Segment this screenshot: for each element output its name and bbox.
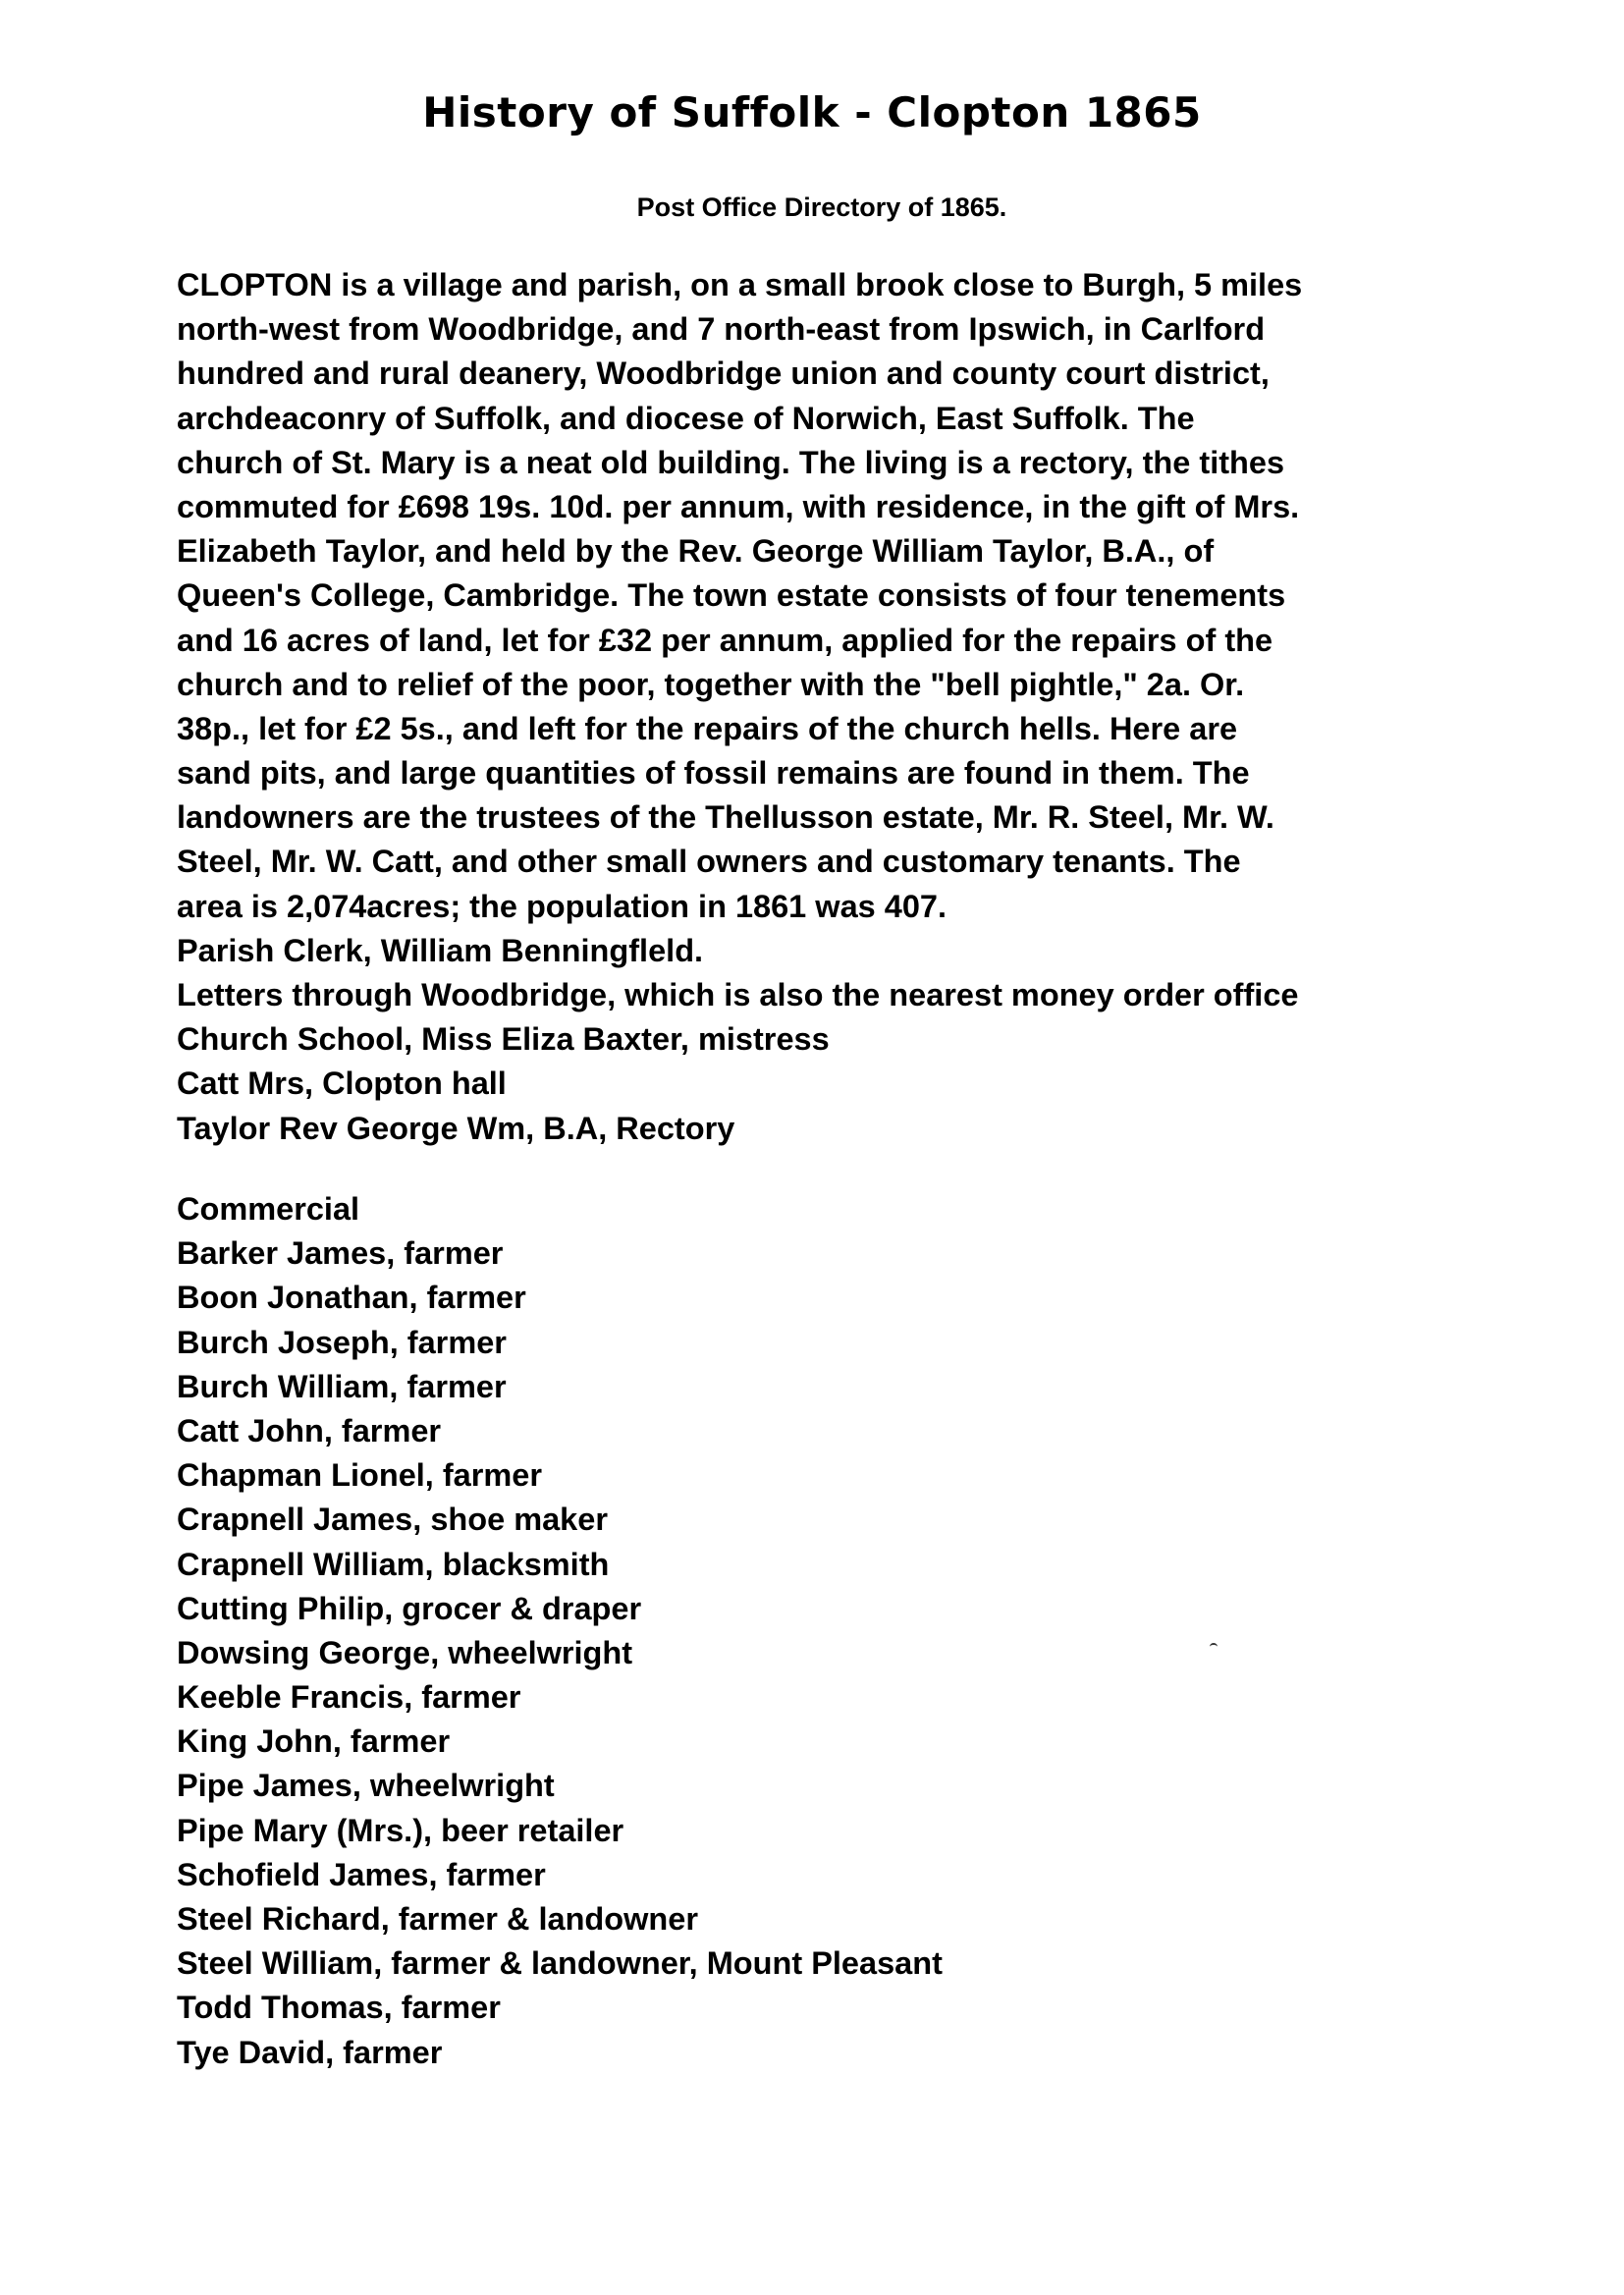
commercial-entry: Burch William, farmer xyxy=(177,1368,507,1404)
description-line: and 16 acres of land, let for £32 per annum, applied for the repairs of the xyxy=(177,622,1273,658)
description-line: hundred and rural deanery, Woodbridge union and county court district, xyxy=(177,355,1270,392)
commercial-entry: Barker James, farmer xyxy=(177,1235,504,1272)
commercial-entry: Steel William, farmer & landowner, Mount Pleasant xyxy=(177,1945,943,1982)
commercial-entry: Cutting Philip, grocer & draper xyxy=(177,1590,642,1626)
note-line: Letters through Woodbridge, which is also the nearest money order office xyxy=(177,977,1299,1012)
description-line: archdeaconry of Suffolk, and diocese of Norwich, East Suffolk. The xyxy=(177,400,1195,436)
description-line: church and to relief of the poor, together with the "bell pightle," 2a. Or. xyxy=(177,666,1245,702)
note-line: Parish Clerk, William Benningfleld. xyxy=(177,932,704,968)
commercial-entry: Catt John, farmer xyxy=(177,1412,442,1448)
commercial-entry: Burch Joseph, farmer xyxy=(177,1324,507,1360)
scan-artifact-mark xyxy=(1210,1643,1218,1648)
commercial-entry: Todd Thomas, farmer xyxy=(177,1990,501,2026)
page-title: History of Suffolk - Clopton 1865 xyxy=(422,88,1202,137)
commercial-entry: Boon Jonathan, farmer xyxy=(177,1280,526,1316)
description-line: landowners are the trustees of the Thellusson estate, Mr. R. Steel, Mr. W. xyxy=(177,799,1274,836)
description-line: sand pits, and large quantities of fossil remains are found in them. The xyxy=(177,755,1250,792)
description-line: 38p., let for £2 5s., and left for the repairs of the church hells. Here are xyxy=(177,710,1238,746)
note-line: Taylor Rev George Wm, B.A, Rectory xyxy=(177,1110,735,1146)
note-line: Church School, Miss Eliza Baxter, mistress xyxy=(177,1021,830,1058)
description-line: commuted for £698 19s. 10d. per annum, with residence, in the gift of Mrs. xyxy=(177,488,1300,524)
description-line: area is 2,074acres; the population in 1861 was 407. xyxy=(177,888,947,924)
commercial-entry: Crapnell William, blacksmith xyxy=(177,1546,610,1582)
commercial-entry: Dowsing George, wheelwright xyxy=(177,1634,633,1670)
commercial-entry: Pipe James, wheelwright xyxy=(177,1768,555,1804)
description-line: Queen's College, Cambridge. The town estate consists of four tenements xyxy=(177,577,1286,614)
description-line: church of St. Mary is a neat old building. The living is a rectory, the tithes xyxy=(177,444,1285,480)
commercial-entry: Crapnell James, shoe maker xyxy=(177,1502,608,1538)
page-subtitle: Post Office Directory of 1865. xyxy=(636,192,1007,222)
commercial-heading: Commercial xyxy=(177,1191,360,1227)
commercial-entry: Keeble Francis, farmer xyxy=(177,1679,521,1716)
commercial-entry: Pipe Mary (Mrs.), beer retailer xyxy=(177,1812,624,1848)
description-line: Elizabeth Taylor, and held by the Rev. George William Taylor, B.A., of xyxy=(177,533,1215,570)
commercial-section xyxy=(177,1187,1571,2075)
description-line: CLOPTON is a village and parish, on a small brook close to Burgh, 5 miles xyxy=(177,267,1303,302)
commercial-entry: Tye David, farmer xyxy=(177,2034,443,2070)
commercial-entry: Steel Richard, farmer & landowner xyxy=(177,1901,698,1937)
description-line: north-west from Woodbridge, and 7 north-east from Ipswich, in Carlford xyxy=(177,311,1266,348)
commercial-entry: Chapman Lionel, farmer xyxy=(177,1457,543,1494)
note-line: Catt Mrs, Clopton hall xyxy=(177,1066,507,1102)
description-line: Steel, Mr. W. Catt, and other small owners and customary tenants. The xyxy=(177,844,1241,880)
description-block xyxy=(177,263,1571,1151)
commercial-entry: King John, farmer xyxy=(177,1723,451,1760)
commercial-entry: Schofield James, farmer xyxy=(177,1856,546,1892)
